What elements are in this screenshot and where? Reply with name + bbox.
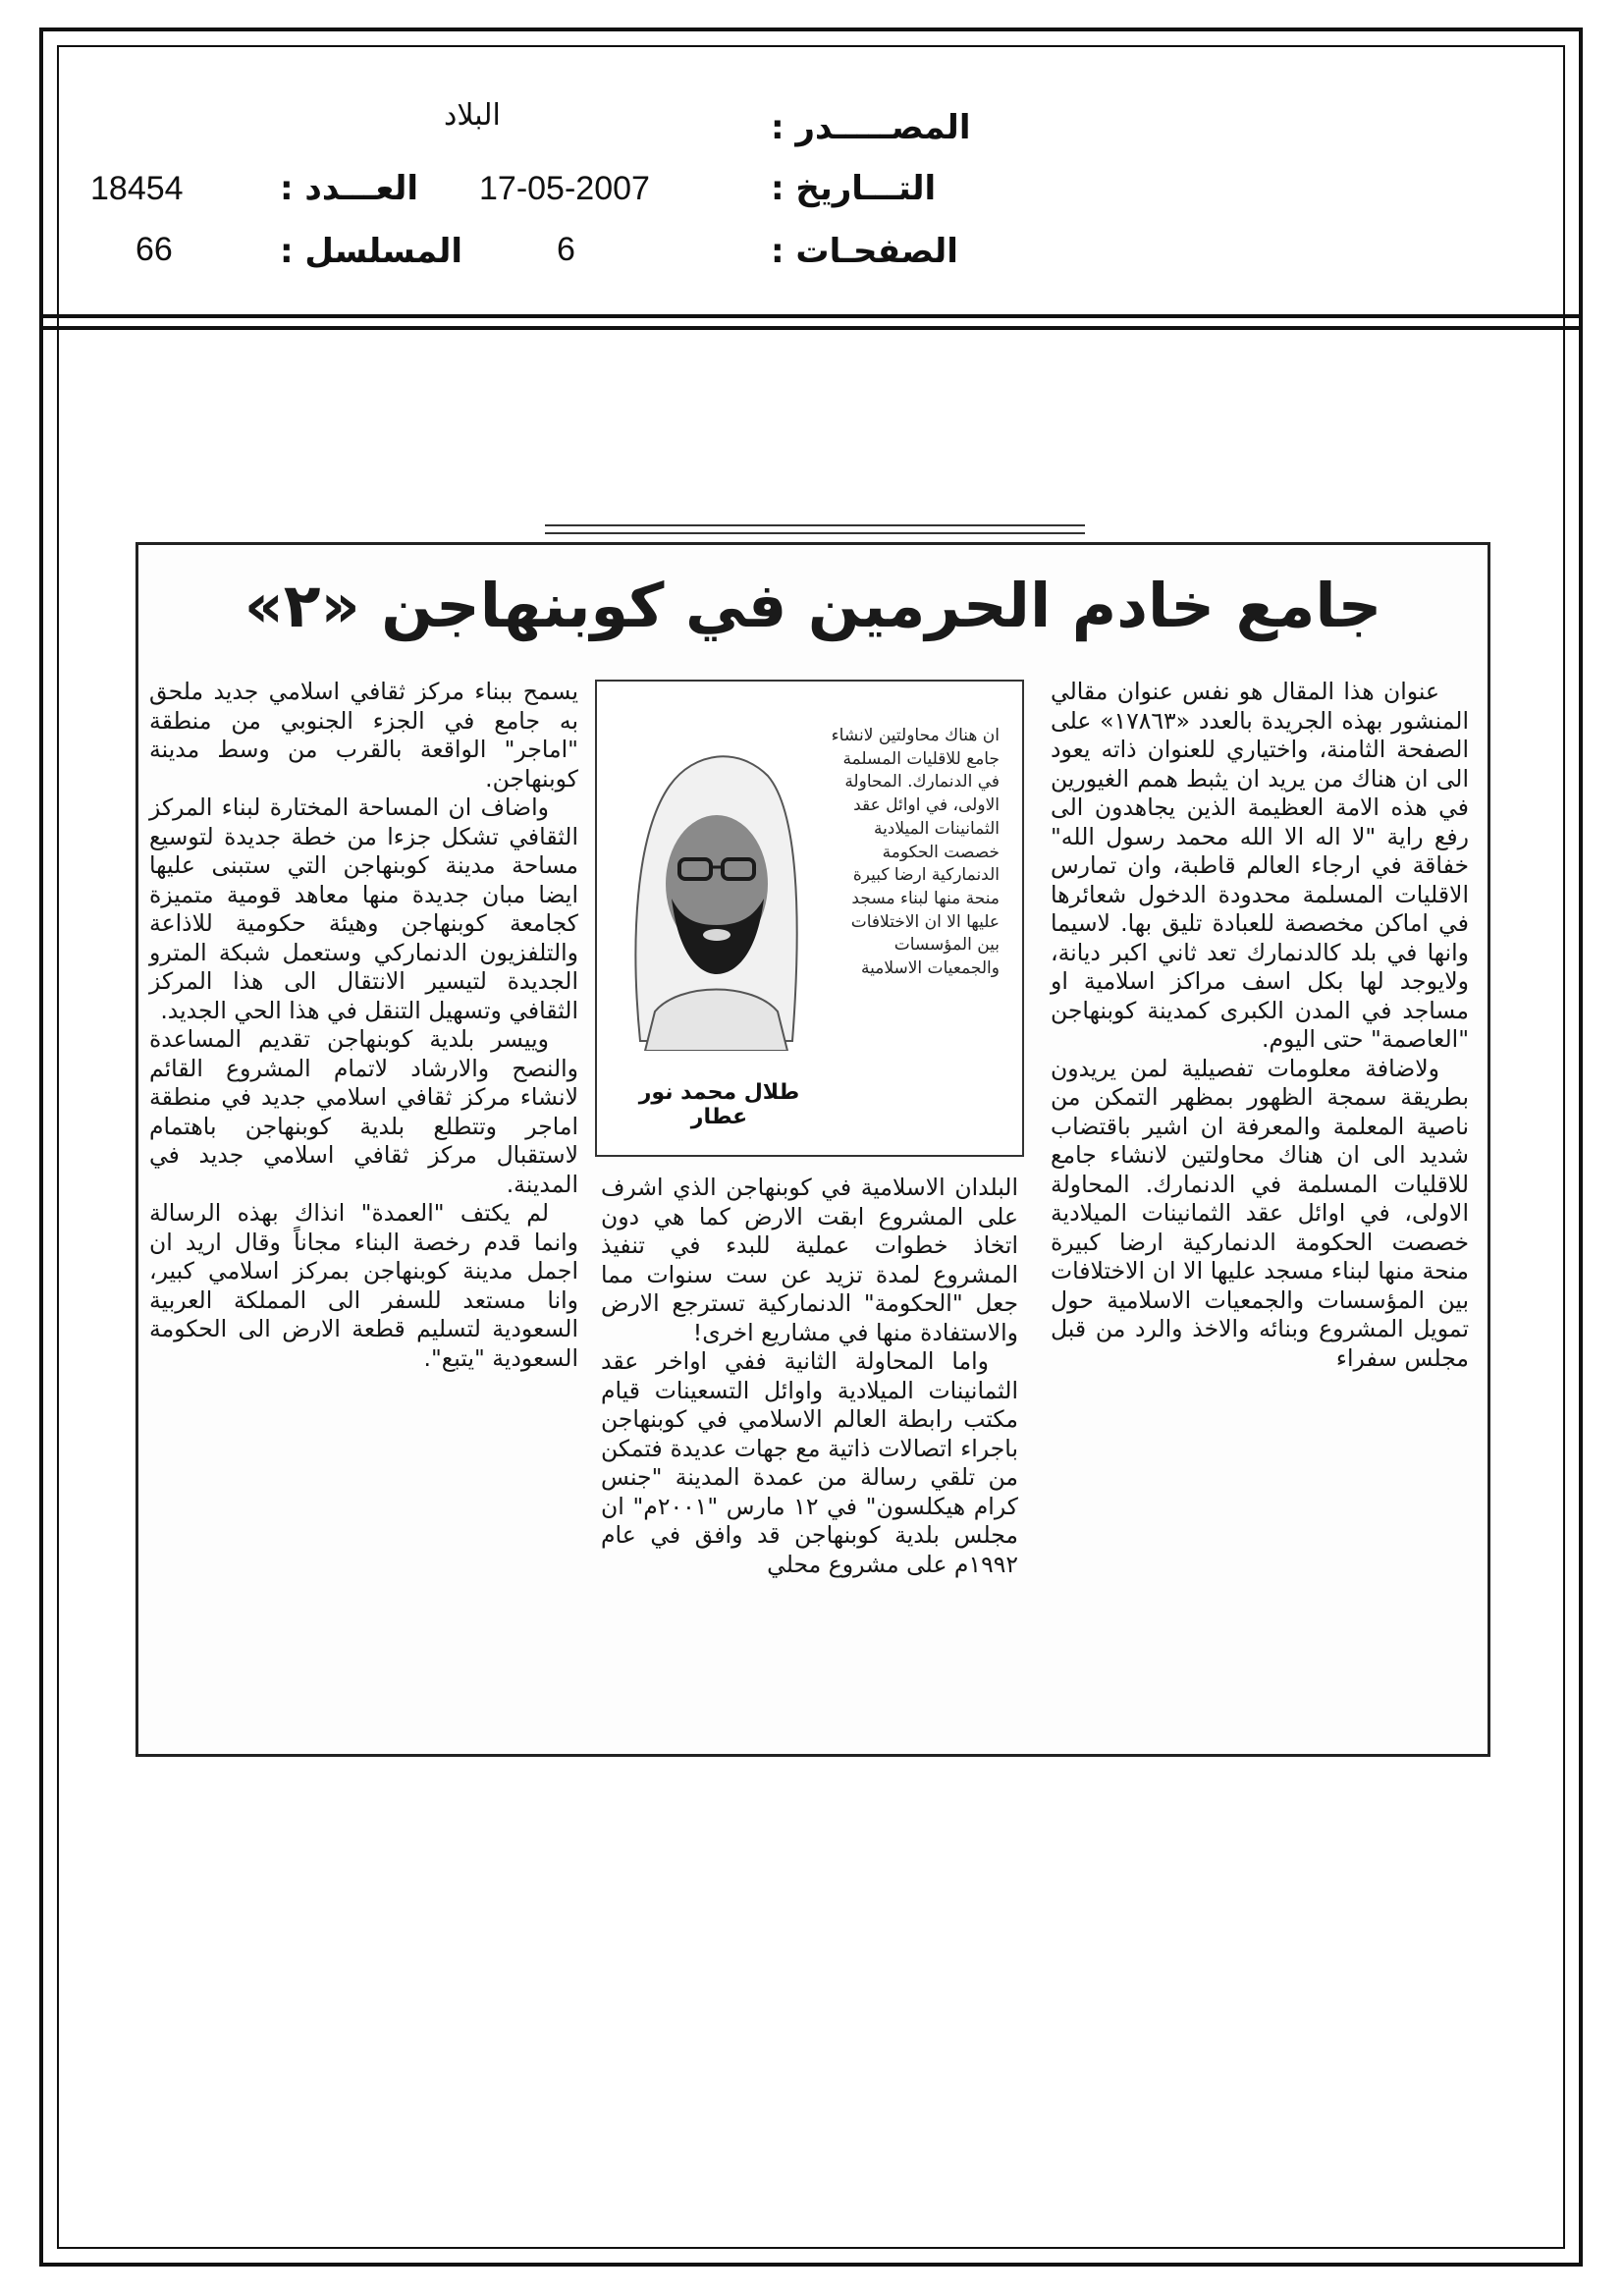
clipping-top-rule — [545, 524, 1085, 534]
article-paragraph: لم يكتف "العمدة" انذاك بهذه الرسالة وانما قدم رخصة البناء مجاناً وقال اريد ان اجمل مدينة كوبنهاجن بمركز اسلامي كبير، وانا مستعد للسفر الى المملكة العربية السعودية لتسليم قطعة الارض الى الحكومة السعودية "يتبع". — [149, 1199, 578, 1372]
article-paragraph: وييسر بلدية كوبنهاجن تقديم المساعدة والنصح والارشاد لاتمام المشروع القائم لانشاء مركز ثقافي اسلامي جديد في منطقة اماجر وتتطلع بلدية كوبنهاجن باهتمام لاستقبال مركز ثقافي اسلامي جديد في المدينة. — [149, 1025, 578, 1198]
pages-value: 6 — [557, 231, 575, 268]
article-column-left — [149, 678, 578, 1373]
pull-quote: ان هناك محاولتين لانشاء جامع للاقليات المسلمة في الدنمارك. المحاولة الاولى، في اوائل عقد الثمانينات الميلادية خصصت الحكومة الدنماركية ارضا كبيرة منحة منها لبناء مسجد عليها الا ان الاختلافات بين المؤسسات والجمعيات الاسلامية — [831, 726, 1000, 979]
header-divider-top — [41, 314, 1581, 318]
serial-label: المسلسل : — [280, 232, 463, 271]
article-headline: جامع خادم الحرمين في كوبنهاجن «٢» — [243, 570, 1382, 641]
article-column-middle — [601, 1174, 1018, 1579]
article-column-right — [1051, 678, 1469, 1373]
author-portrait — [611, 717, 817, 1051]
article-paragraph: يسمح ببناء مركز ثقافي اسلامي جديد ملحق به جامع في الجزء الجنوبي من منطقة "اماجر" الواقعة بالقرب من وسط مدينة كوبنهاجن. — [149, 678, 578, 793]
article-paragraph: واما المحاولة الثانية ففي اواخر عقد الثمانينات الميلادية واوائل التسعينات قيام مكتب رابطة العالم الاسلامي في كوبنهاجن باجراء اتصالات ذاتية مع جهات عديدة فتمكن من تلقي رسالة من عمدة المدينة "جنس كرام هيكلسون" في ١٢ مارس "٢٠٠١م" ان مجلس بلدية كوبنهاجن قد وافق في عام ١٩٩٢م على مشروع محلي — [601, 1347, 1018, 1578]
date-label: التـــاريخ : — [771, 169, 937, 208]
article-paragraph: ولاضافة معلومات تفصيلية لمن يريدون بطريقة سمجة الظهور بمظهر التمكن من ناصية المعلمة والمعرفة ان اشير باقتضاب شديد الى ان هناك محاولتين لانشاء جامع للاقليات المسلمة في الدنمارك. المحاولة الاولى، في اوائل عقد الثمانينات الميلادية خصصت الحكومة الدنماركية ارضا كبيرة منحة منها لبناء مسجد عليها الا ان الاختلافات بين المؤسسات والجمعيات الاسلامية حول تمويل المشروع وبنائه والاخذ والرد من قبل مجلس سفراء — [1051, 1054, 1469, 1372]
header-divider-bottom — [41, 326, 1581, 330]
article-paragraph: واضاف ان المساحة المختارة لبناء المركز الثقافي تشكل جزءا من خطة جديدة لتوسيع مساحة مدينة كوبنهاجن التي ستبنى عليها ايضا مبان جديدة منها معاهد قومية متميزة كجامعة كوبنهاجن وهيئة حكومية للاذاعة والتلفزيون الدنماركي وستعمل شبكة المترو الجديدة لتيسير الانتقال الى هذا المركز الثقافي وتسهيل التنقل في هذا الحي الجديد. — [149, 793, 578, 1024]
pages-label: الصفحـات : — [771, 232, 958, 271]
author-byline: طلال محمد نور عطار — [638, 1080, 800, 1129]
source-value: البلاد — [444, 98, 501, 133]
source-label: المصـــــدر : — [771, 108, 971, 147]
article-paragraph: البلدان الاسلامية في كوبنهاجن الذي اشرف على المشروع ابقت الارض كما هي دون اتخاذ خطوات عملية للبدء في تنفيذ المشروع لمدة تزيد عن ست سنوات مما جعل "الحكومة" الدنماركية تسترجع الارض والاستفادة منها في مشاريع اخرى! — [601, 1174, 1018, 1346]
article-paragraph: عنوان هذا المقال هو نفس عنوان مقالي المنشور بهذه الجريدة بالعدد «١٧٨٦٣» على الصفحة الثامنة، واختياري للعنوان ذاته يعود الى ان هناك من يريد ان يثبط همم الغيورين في هذه الامة العظيمة الذين يجاهدون الى رفع راية "لا اله الا الله محمد رسول الله" خفاقة في ارجاء العالم قاطبة، وان تمارس الاقليات المسلمة محدودة الدخول شعائرها في اماكن مخصصة للعبادة تليق بها. لاسيما وانها في بلد كالدنمارك تعد ثاني اكبر ديانة، ولايوجد لها بكل اسف مراكز اسلامية او مساجد في المدن الكبرى كمدينة كوبنهاجن "العاصمة" حتى اليوم. — [1051, 678, 1469, 1053]
issue-value: 18454 — [90, 170, 184, 207]
serial-value: 66 — [135, 231, 173, 268]
issue-label: العـــدد : — [280, 169, 418, 208]
date-value: 17-05-2007 — [479, 170, 650, 207]
